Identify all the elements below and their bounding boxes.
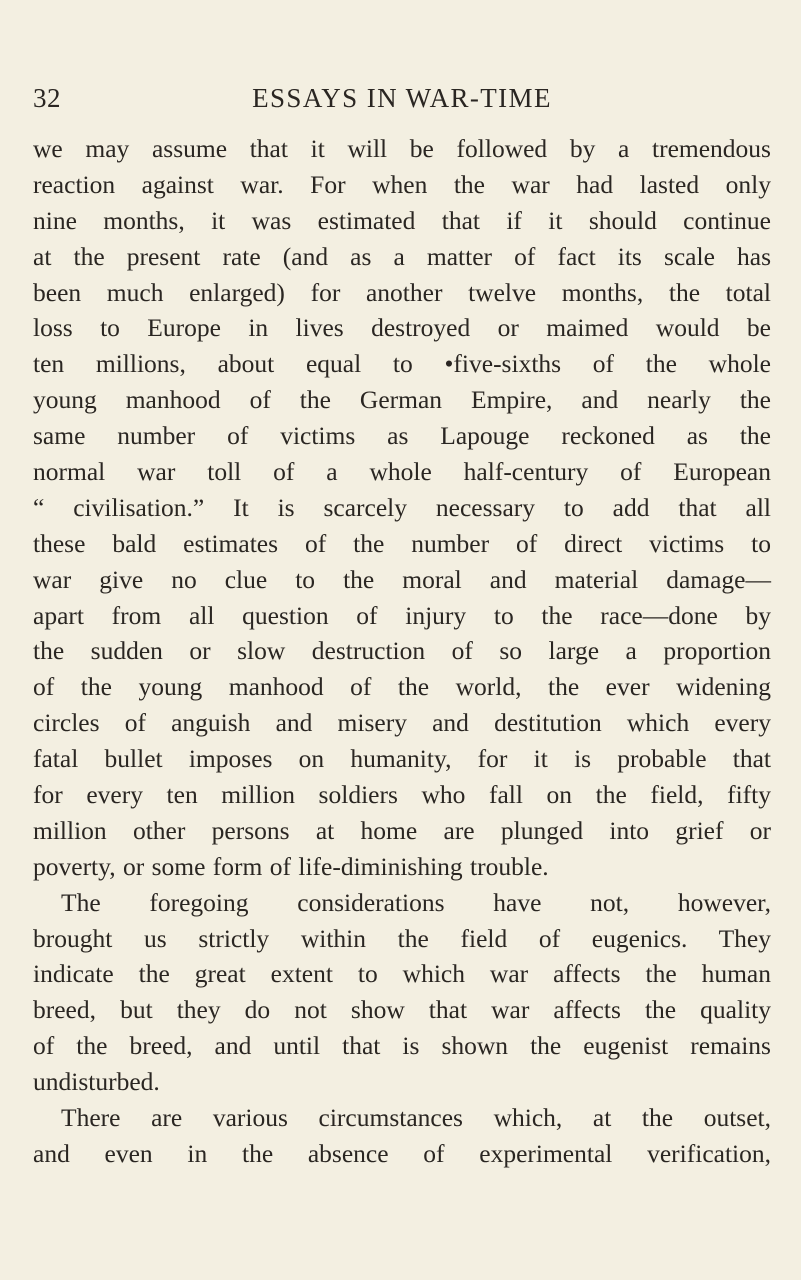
text-line: normal war toll of a whole half-century of European — [33, 457, 771, 487]
text-line: loss to Europe in lives destroyed or maimed would be — [33, 313, 771, 343]
text-line: circles of anguish and misery and destitution which every — [33, 708, 771, 738]
text-line: young manhood of the German Empire, and nearly the — [33, 385, 771, 415]
text-line: million other persons at home are plunged into grief or — [33, 815, 771, 845]
text-line: nine months, it was estimated that if it should continue — [33, 205, 771, 235]
paragraph-start-line: There are various circumstances which, at the outset, — [61, 1103, 771, 1133]
text-line: of the breed, and until that is shown the eugenist remains — [33, 1031, 771, 1061]
text-line: these bald estimates of the number of direct victims to — [33, 528, 771, 558]
text-line: war give no clue to the moral and material damage— — [33, 564, 771, 594]
text-line: same number of victims as Lapouge reckoned as the — [33, 421, 771, 451]
text-line: been much enlarged) for another twelve months, the total — [33, 277, 771, 307]
text-line: fatal bullet imposes on humanity, for it is probable that — [33, 744, 771, 774]
paragraph-start-line: The foregoing considerations have not, however, — [61, 887, 771, 917]
body-text — [33, 131, 771, 1172]
paragraph-end-line: poverty, or some form of life-diminishing trouble. — [33, 851, 549, 881]
text-line: at the present rate (and as a matter of fact its scale has — [33, 241, 771, 271]
text-line: for every ten million soldiers who fall on the field, fifty — [33, 780, 771, 810]
running-head — [33, 78, 771, 118]
text-line: brought us strictly within the field of eugenics. They — [33, 923, 771, 953]
text-line: indicate the great extent to which war affects the human — [33, 959, 771, 989]
page-number: 32 — [33, 83, 61, 113]
paragraph-end-line: undisturbed. — [33, 1067, 160, 1097]
text-line: apart from all question of injury to the race—done by — [33, 600, 771, 630]
text-line: of the young manhood of the world, the ever widening — [33, 672, 771, 702]
text-line: breed, but they do not show that war affects the quality — [33, 995, 771, 1025]
text-line: we may assume that it will be followed by a tremendous — [33, 134, 771, 163]
text-line: reaction against war. For when the war had lasted only — [33, 169, 771, 199]
text-line: and even in the absence of experimental verification, — [33, 1138, 771, 1168]
text-line: the sudden or slow destruction of so large a proportion — [33, 636, 771, 666]
running-title: ESSAYS IN WAR-TIME — [252, 83, 552, 113]
text-line: ten millions, about equal to •five-sixths of the whole — [33, 349, 771, 379]
text-line: “ civilisation.” It is scarcely necessary to add that all — [33, 492, 771, 522]
